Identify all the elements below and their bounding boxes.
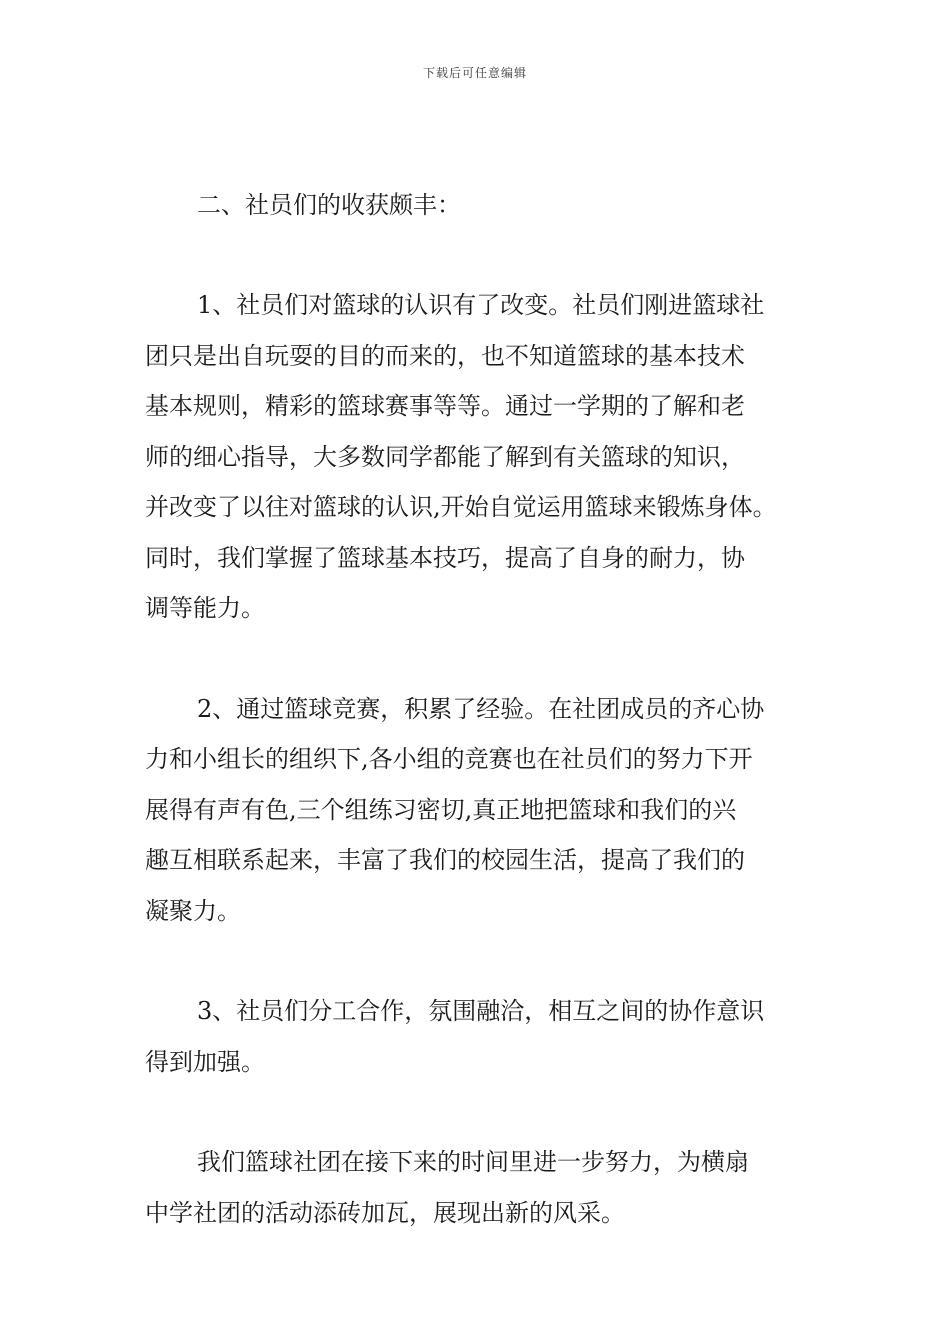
paragraph-line: 得到加强。: [145, 1047, 265, 1076]
paragraph-line: 1、社员们对篮球的认识有了改变。社员们刚进篮球社: [197, 291, 765, 319]
paragraph-line: 我们篮球社团在接下来的时间里进一步努力，为横扇: [197, 1148, 749, 1176]
paragraph-line: 趣互相联系起来，丰富了我们的校园生活，提高了我们的: [145, 846, 745, 874]
section-heading: 二、社员们的收获颇丰：: [197, 191, 461, 219]
paragraph-line: 调等能力。: [145, 594, 265, 622]
paragraph-line: 并改变了以往对篮球的认识,开始自觉运用篮球来锻炼身体。: [145, 493, 777, 521]
paragraph-1: [145, 280, 810, 634]
paragraph-3: [145, 986, 810, 1087]
paragraph-line: 同时，我们掌握了篮球基本技巧，提高了自身的耐力，协: [145, 543, 745, 572]
document-body: [145, 180, 810, 1288]
paragraph-2: [145, 684, 810, 937]
paragraph-line: 凝聚力。: [145, 896, 241, 925]
paragraph-line: 基本规则，精彩的篮球赛事等等。通过一学期的了解和老: [145, 392, 745, 420]
paragraph-line: 2、通过篮球竞赛，积累了经验。在社团成员的齐心协: [197, 694, 765, 723]
paragraph-line: 力和小组长的组织下,各小组的竞赛也在社员们的努力下开: [145, 745, 753, 773]
page-header-note: 下载后可任意编辑: [422, 66, 527, 80]
paragraph-4: [145, 1137, 810, 1238]
paragraph-line: 师的细心指导，大多数同学都能了解到有关篮球的知识，: [145, 442, 745, 471]
paragraph-line: 中学社团的活动添砖加瓦，展现出新的风采。: [145, 1198, 625, 1227]
paragraph-line: 团只是出自玩耍的目的而来的，也不知道篮球的基本技术: [145, 341, 745, 370]
paragraph-line: 3、社员们分工合作，氛围融洽，相互之间的协作意识: [197, 997, 765, 1025]
paragraph-line: 展得有声有色,三个组练习密切,真正地把篮球和我们的兴: [145, 795, 737, 824]
